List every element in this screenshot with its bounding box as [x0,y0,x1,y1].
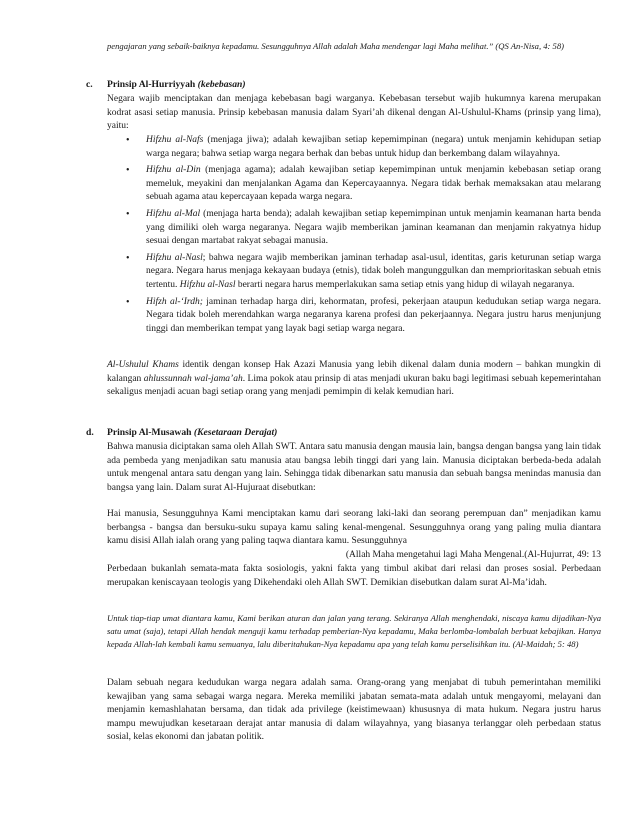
bullet-term: Hifzhu al-Nafs [146,135,204,145]
closing-text: . Lima pokok atau prinsip di atas menjadi ukuran baku bagi legitimasi sebuah kepemerintahan sekaligus menjadi acuan bagi setiap orang yang menjadi pemimpin di kelak kemudian hari. [107,373,602,398]
section-c-heading [107,78,601,92]
list-item [126,296,601,337]
section-d-marker: d. [86,427,94,438]
bullet-icon: • [126,252,130,264]
bullet-text: berarti negara harus memperlakukan sama setiap etnis yang hidup di wilayah negaranya. [235,279,575,290]
bullet-term: Hifzh al-‘Irdh; [146,296,203,307]
bullet-text: jaminan terhadap harga diri, kehormatan, profesi, pekerjaan ataupun kedudukan setiap warga negara. Negara tidak boleh merendahkan warga negaranya karena profesi dan pekerjaannya. Negara justru harus menjunjung tinggi dan memberikan tempat yang layak bagi setiap warga negara. [146,296,601,334]
maidah-quote: Untuk tiap-tiap umat diantara kamu, Kami berikan aturan dan jalan yang terang. Sekiranya Allah menghendaki, niscaya kamu dijadikan-Nya satu umat (saja), tetapi Allah hendak menguji kamu terhadap pemberian-Nya kepadamu, Maka berlomba-lombalah berbuat kebajikan. Hanya kepada Allah-lah kembali kamu semuanya, lalu diberitahukan-Nya kepadamu apa yang telah kamu perselisihkan itu. (Al-Maidah; 5: 48) [107,613,601,650]
bullet-term: Hifzhu al-Din [146,165,201,176]
closing-text: identik dengan konsep Hak Azazi Manusia yang lebih dikenal dalam dunia modern – bahkan mungkin di kalangan [107,360,602,384]
bullet-term: Hifzhu al-Mal [146,208,201,219]
bullet-text: ; bahwa negara wajib memberikan jaminan terhadap asal-usul, identitas, garis keturunan setiap warga negara. Negara harus menjaga kekayaan budaya (etnis), tidak boleh mangunggulkan dan memprioritaskan sebuah etnis tertentu. [146,252,601,290]
section-d-heading [107,426,601,440]
section-d-para1: Bahwa manusia diciptakan sama oleh Allah SWT. Antara satu manusia dengan mausia lain, bangsa dengan bangsa yang lain tidak ada pembeda yang menjadikan satu manusia atau bangsa lebih tinggi dari yang lain. Manusia diciptakan berbeda-beda adalah untuk mengenal antara satu dengan yang lain. Sehingga tidak dibenarkan satu manusia dan sebuah bangsa menindas manusia dan bangsa yang lain. Dalam surat Al-Hujuraat disebutkan: [107,442,601,493]
bullet-term: Hifzhu al-Nasl [179,279,236,290]
closing-term: Al-Ushulul Khams [107,360,179,370]
section-d-para2: Perbedaan bukanlah semata-mata fakta sosiologis, yakni fakta yang timbul akibat dari relasi dan proses sosial. Perbedaan merupakan keniscayaan teologis yang Dikehendaki oleh Allah SWT. Demikian disebutkan dalam surat Al-Ma’idah. [107,564,601,588]
bullet-text: (menjaga agama); adalah kewajiban setiap kepemimpinan untuk menjamin kebebasan setiap orang memeluk, meyakini dan menjalankan Agama dan Kepercayaannya. Negara tidak berhak memaksakan atau melarang sebuah agama atau kepercayaan kepada warga negara. [146,165,601,203]
hujuraat-quote: Hai manusia, Sesungguhnya Kami menciptakan kamu dari seorang laki-laki dan seorang perempuan dan” menjadikan kamu berbangsa - bangsa dan bersuku-suku supaya kamu saling kenal-mengenal. Sesungguhnya orang yang paling mulia diantara kamu disisi Allah ialah orang yang paling taqwa diantara kamu. Sesungguhnya [107,509,601,547]
bullet-icon: • [126,165,130,177]
list-item [126,208,601,249]
section-d-subtitle: (Kesetaraan Derajat) [193,427,278,438]
ushulul-khams-list [126,134,601,336]
list-item [126,252,601,293]
bullet-text: (menjaga harta benda); adalah kewajiban setiap kepemimpinan untuk menjamin keamanan harta benda yang dimiliki oleh warga negaranya. Negara wajib memberikan jaminan keamanan dan menjamin rakyatnya hidup sesuai dengan martabat rakyat sebagai manusia. [146,208,601,247]
hujuraat-reference: (Allah Maha mengetahui lagi Maha Mengenal.(Al-Hujurrat, 49: 13 [345,550,601,560]
section-c-title: Prinsip Al-Hurriyyah [107,79,196,90]
closing-term: ahlussunnah wal-jama’ah [143,373,243,384]
bullet-term: Hifzhu al-Nasl [146,252,203,263]
section-c-subtitle: (kebebasan) [197,79,246,90]
bullet-icon: • [126,135,130,146]
intro-quote: pengajaran yang sebaik-baiknya kepadamu. Sesungguhnya Allah adalah Maha mendengar lagi Maha melihat.” (QS An-Nisa, 4: 58) [107,41,565,51]
list-item [126,164,601,205]
section-c-intro: Negara wajib menciptakan dan menjaga kebebasan bagi warganya. Kebebasan tersebut wajib hukumnya karena merupakan kodrat asasi setiap manusia. Prinsip kebebasan manusia dalam Syari’ah dikenal dengan Al-Ushulul-Khams (prinsip yang lima), yaitu: [107,94,601,132]
section-c-marker: c. [86,79,93,90]
section-d-title: Prinsip Al-Musawah [107,427,192,438]
bullet-text: (menjaga jiwa); adalah kewajiban setiap kepemimpinan (negara) untuk menjamin kehidupan setiap warga negara; bahwa setiap warga negara berhak dan bebas untuk hidup dan berkembang dalam wilayahnya. [146,135,601,159]
section-d-para3: Dalam sebuah negara kedudukan warga negara adalah sama. Orang-orang yang menjabat di tubuh pemerintahan memiliki kewajiban yang sama sebagai warga negara. Mereka memiliki jabatan semata-mata adalah untuk mengayomi, melayani dan menjamin kemashlahatan bersama, dan tidak ada privilege (keistimewaan) khususnya di mata hukum. Negara justru harus mampu mewujudkan kesetaraan derajat antar manusia di dalam wilayahnya, yang biasanya terlanggar oleh perbedaan status sosial, kelas ekonomi dan jabatan politik. [107,678,601,743]
bullet-icon: • [126,296,130,308]
list-item [126,134,601,161]
section-c-closing [107,359,601,400]
bullet-icon: • [126,208,130,220]
